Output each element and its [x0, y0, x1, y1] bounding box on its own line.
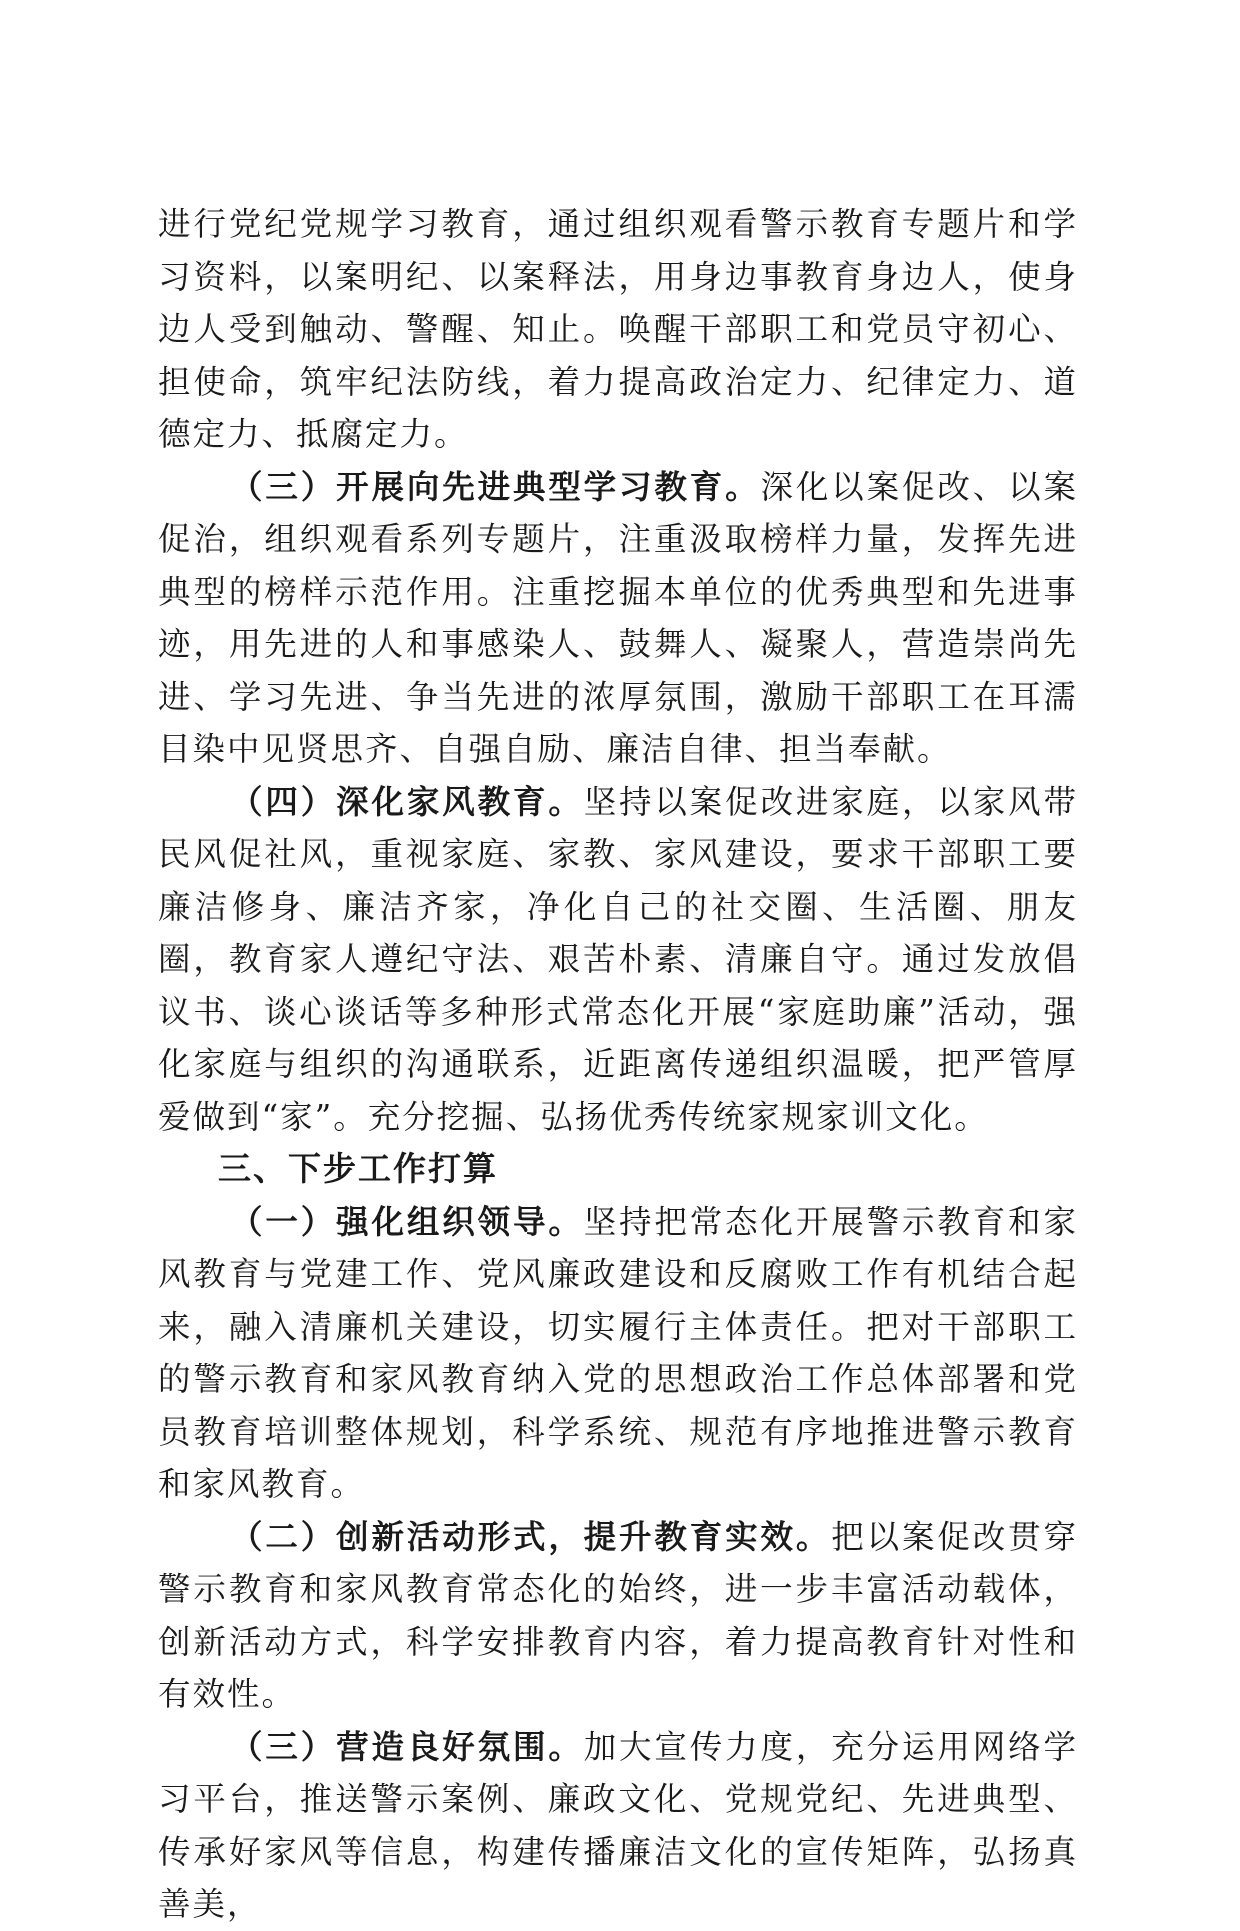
paragraph-body: 深化以案促改、以案促治，组织观看系列专题片，注重汲取榜样力量，发挥先进典型的榜样示范作用。注重挖掘本单位的优秀典型和先进事迹，用先进的人和事感染人、鼓舞人、凝聚人，营造崇尚先进、学习先进、争当先进的浓厚氛围，激励干部职工在耳濡目染中见贤思齐、自强自励、廉洁自律、担当奉献。 [158, 467, 1078, 768]
paragraph-family-style [158, 776, 1078, 1144]
paragraph-good-atmosphere [158, 1721, 1078, 1931]
paragraph-party-discipline-education: 进行党纪党规学习教育，通过组织观看警示教育专题片和学习资料，以案明纪、以案释法，用身边事教育身边人，使身边人受到触动、警醒、知止。唤醒干部职工和党员守初心、担使命，筑牢纪法防线，着力提高政治定力、纪律定力、道德定力、抵腐定力。 [158, 205, 1078, 453]
paragraph-body: 坚持把常态化开展警示教育和家风教育与党建工作、党风廉政建设和反腐败工作有机结合起来，融入清廉机关建设，切实履行主体责任。把对干部职工的警示教育和家风教育纳入党的思想政治工作总体部署和党员教育培训整体规划，科学系统、规范有序地推进警示教育和家风教育。 [158, 1202, 1078, 1503]
document-page [158, 198, 1078, 1931]
paragraph-title: （四）深化家风教育。 [230, 781, 584, 821]
paragraph-body: 加大宣传力度，充分运用网络学习平台，推送警示案例、廉政文化、党规党纪、先进典型、传承好家风等信息，构建传播廉洁文化的宣传矩阵，弘扬真善美， [158, 1727, 1078, 1923]
paragraph-body: 坚持以案促改进家庭，以家风带民风促社风，重视家庭、家教、家风建设，要求干部职工要廉洁修身、廉洁齐家，净化自己的社交圈、生活圈、朋友圈，教育家人遵纪守法、艰苦朴素、清廉自守。通过发放倡议书、谈心谈话等多种形式常态化开展“家庭助廉”活动，强化家庭与组织的沟通联系，近距离传递组织温暖，把严管厚爱做到“家”。充分挖掘、弘扬优秀传统家规家训文化。 [158, 782, 1078, 1136]
paragraph-body: 把以案促改贯穿警示教育和家风教育常态化的始终，进一步丰富活动载体，创新活动方式，科学安排教育内容，着力提高教育针对性和有效性。 [158, 1517, 1078, 1713]
paragraph-title: （三）营造良好氛围。 [230, 1726, 584, 1766]
section-heading: 三、下步工作打算 [218, 1149, 498, 1188]
paragraph-title: （一）强化组织领导。 [230, 1201, 584, 1241]
paragraph-organization-leadership [158, 1196, 1078, 1511]
paragraph-title: （二）创新活动形式，提升教育实效。 [230, 1516, 832, 1556]
paragraph-title: （三）开展向先进典型学习教育。 [230, 466, 761, 506]
paragraph-innovate-activities [158, 1511, 1078, 1721]
paragraph-advanced-models [158, 461, 1078, 776]
